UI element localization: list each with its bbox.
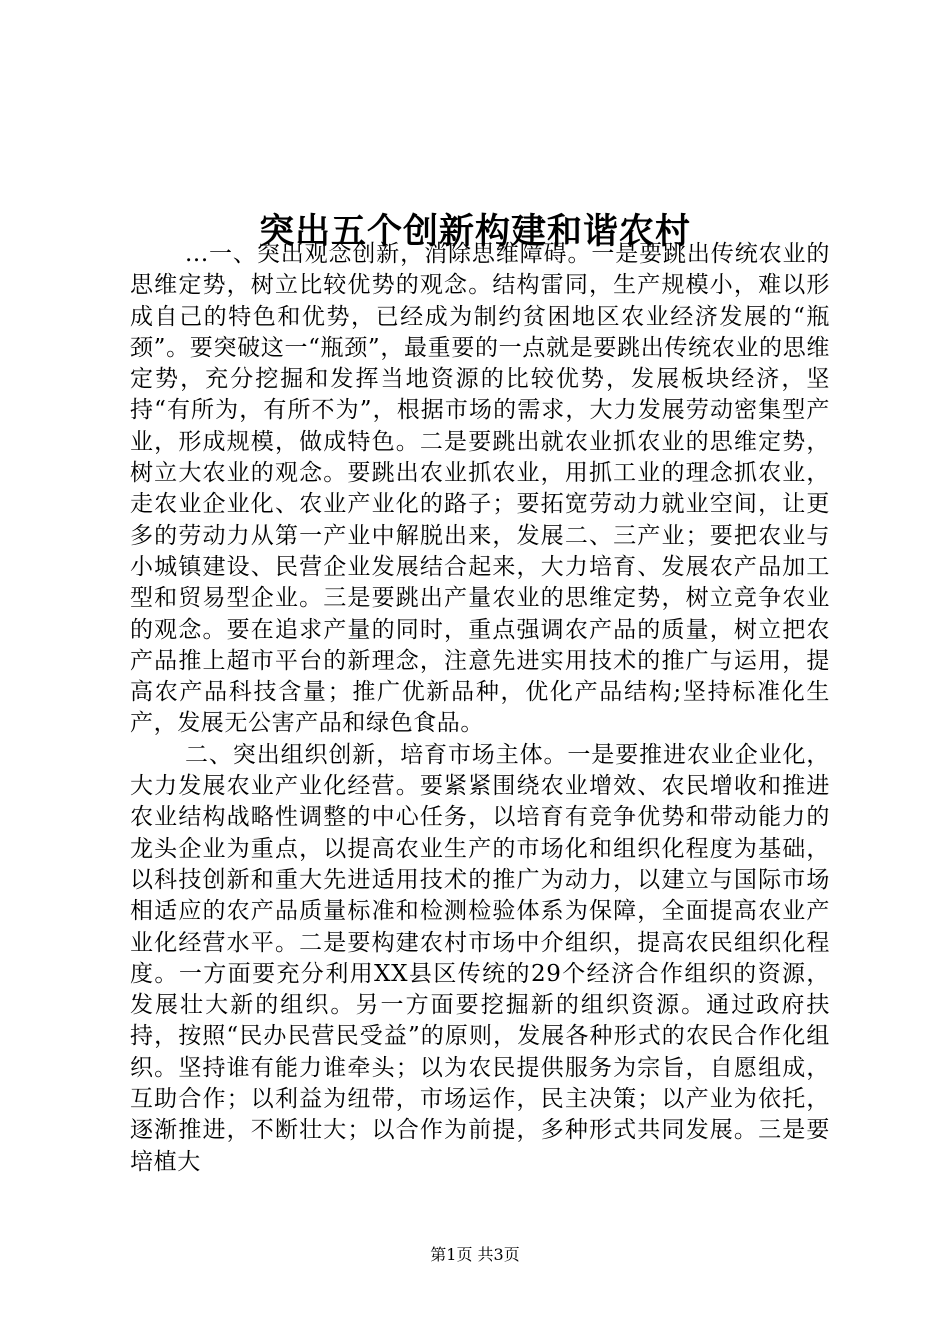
document-title: 突出五个创新构建和谐农村: [258, 211, 691, 253]
page-footer: 第1页 共3页: [430, 1245, 520, 1264]
document-body: [130, 239, 830, 1178]
paragraph-2: 二、突出组织创新，培育市场主体。一是要推进农业企业化，大力发展农业产业化经营。要紧紧围绕农业增效、农民增收和推进农业结构战略性调整的中心任务，以培育有竞争优势和带动能力的龙头企业为重点，以提高农业生产的市场化和组织化程度为基础，以科技创新和重大先进适用技术的推广为动力，以建立与国际市场相适应的农产品质量标准和检测检验体系为保障，全面提高农业产业化经营水平。二是要构建农村市场中介组织，提高农民组织化程度。一方面要充分利用XX县区传统的29个经济合作组织的资源，发展壮大新的组织。另一方面要挖掘新的组织资源。通过政府扶持，按照“民办民营民受益”的原则，发展各种形式的农民合作化组织。坚持谁有能力谁牵头；以为农民提供服务为宗旨，自愿组成，互助合作；以利益为纽带，市场运作，民主决策；以产业为依托，逐渐推进，不断壮大；以合作为前提，多种形式共同发展。三是要培植大: [130, 741, 830, 1175]
paragraph-1: ...一、突出观念创新，消除思维障碍。一是要跳出传统农业的思维定势，树立比较优势的观念。结构雷同，生产规模小，难以形成自己的特色和优势，已经成为制约贫困地区农业经济发展的“瓶颈”。要突破这一“瓶颈”，最重要的一点就是要跳出传统农业的思维定势，充分挖掘和发挥当地资源的比较优势，发展板块经济，坚持“有所为，有所不为”，根据市场的需求，大力发展劳动密集型产业，形成规模，做成特色。二是要跳出就农业抓农业的思维定势，树立大农业的观念。要跳出农业抓农业，用抓工业的理念抓农业，走农业企业化、农业产业化的路子；要拓宽劳动力就业空间，让更多的劳动力从第一产业中解脱出来，发展二、三产业；要把农业与小城镇建设、民营企业发展结合起来，大力培育、发展农产品加工型和贸易型企业。三是要跳出产量农业的思维定势，树立竞争农业的观念。要在追求产量的同时，重点强调农产品的质量，树立把农产品推上超市平台的新理念，注意先进实用技术的推广与运用，提高农产品科技含量；推广优新品种，优化产品结构;坚持标准化生产，发展无公害产品和绿色食品。: [130, 241, 830, 737]
